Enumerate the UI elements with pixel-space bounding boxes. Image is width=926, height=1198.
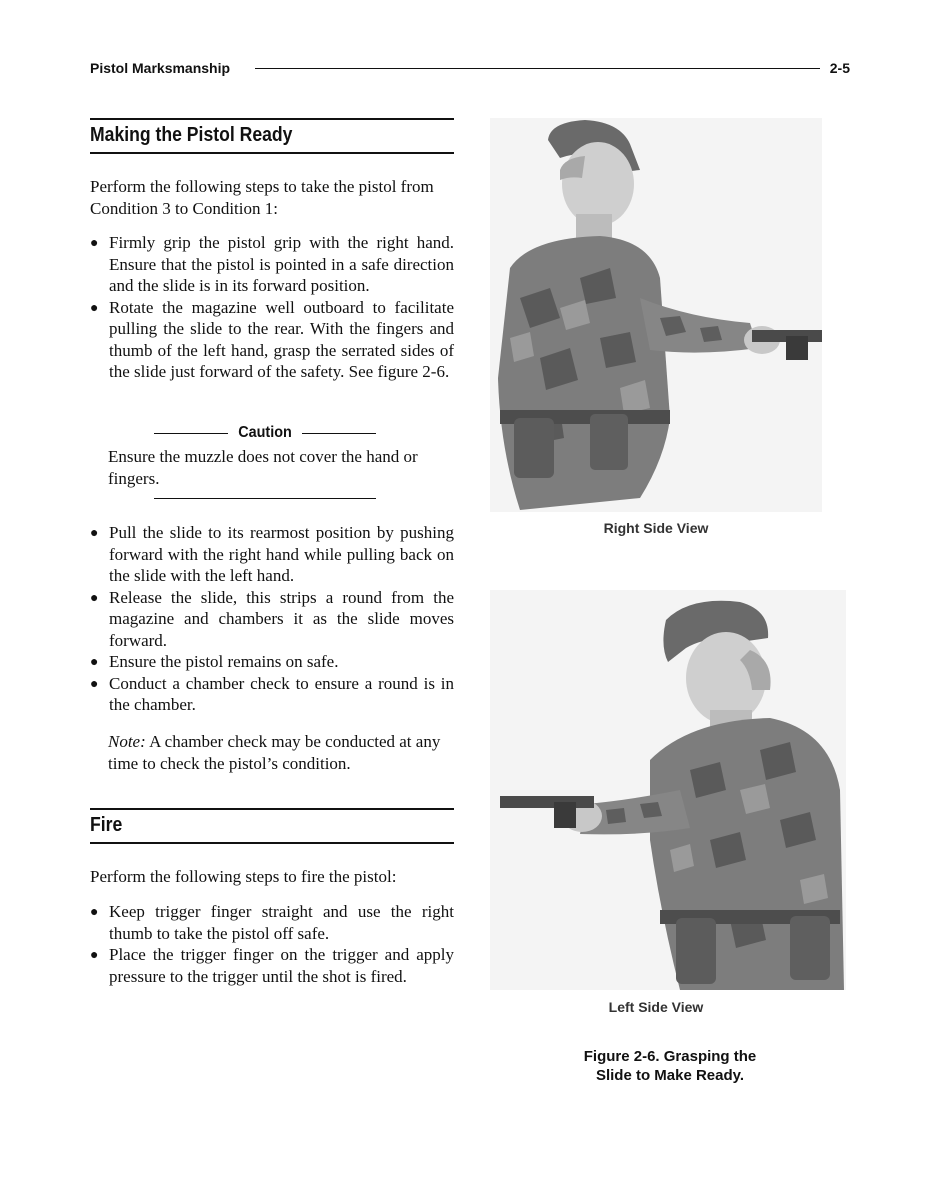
- section-heading-text: Making the Pistol Ready: [90, 124, 293, 146]
- photo-left-side-view: [490, 590, 846, 990]
- intro-paragraph: Perform the following steps to take the pistol from Condition 3 to Condition 1:: [90, 177, 434, 218]
- fire-intro-paragraph: Perform the following steps to fire the pistol:: [90, 867, 397, 886]
- list-item-text: Firmly grip the pistol grip with the right hand. Ensure that the pistol is pointed in a safe direction and the slide is in its forward position.: [109, 233, 454, 295]
- section-heading-text: Fire: [90, 814, 123, 836]
- note-text: A chamber check may be conducted at any time to check the pistol’s condition.: [108, 732, 441, 773]
- caution-title: [154, 422, 376, 444]
- list-item: [90, 522, 454, 587]
- list-item-text: Place the trigger finger on the trigger and apply pressure to the trigger until the shot is fired.: [109, 945, 454, 986]
- list-item-text: Conduct a chamber check to ensure a round is in the chamber.: [109, 673, 454, 714]
- list-item-text: Keep trigger finger straight and use the right thumb to take the pistol off safe.: [109, 902, 454, 943]
- bullet-icon: ●: [90, 526, 99, 541]
- figure-caption-line-1: Figure 2-6. Grasping the: [583, 1048, 757, 1065]
- bullet-icon: ●: [90, 676, 99, 692]
- bullet-list-fire: [90, 901, 454, 987]
- bullet-icon: ●: [90, 300, 99, 316]
- note-paragraph: [108, 731, 454, 774]
- list-item: [90, 651, 454, 673]
- page-number: 2-5: [826, 58, 850, 78]
- bullet-icon: ●: [90, 236, 99, 251]
- bullet-icon: ●: [90, 655, 99, 670]
- list-item-text: Pull the slide to its rearmost position by pushing forward with the right hand while pulling back on the slide with the left hand.: [109, 523, 454, 585]
- running-header: [90, 58, 850, 78]
- bullet-icon: ●: [90, 948, 99, 963]
- bullet-list-a: [90, 232, 454, 383]
- list-item: [90, 944, 454, 987]
- list-item: [90, 297, 454, 383]
- list-item-text: Release the slide, this strips a round from the magazine and chambers it as the slide moves forward.: [109, 587, 454, 650]
- note-label: Note:: [108, 732, 146, 751]
- figure-caption: [520, 1047, 820, 1085]
- section-heading-fire: [90, 808, 454, 844]
- chapter-title: Pistol Marksmanship: [90, 60, 231, 76]
- caution-text: Ensure the muzzle does not cover the hand or fingers.: [108, 447, 418, 488]
- list-item: [90, 673, 454, 716]
- bullet-list-b: [90, 522, 454, 716]
- list-item: [90, 232, 454, 297]
- figure-caption-line-2: Slide to Make Ready.: [595, 1067, 745, 1084]
- caution-bottom-rule: [154, 498, 376, 499]
- list-item: [90, 587, 454, 652]
- header-rule: [255, 68, 820, 69]
- caution-label: Caution: [238, 424, 292, 441]
- bullet-icon: ●: [90, 590, 99, 606]
- list-item-text: Rotate the magazine well outboard to facilitate pulling the slide to the rear. With the fingers and thumb of the left hand, grasp the serrated sides of the slide just forward of the safety. See figure 2-6.: [109, 297, 454, 381]
- photo-label-right: Right Side View: [603, 520, 709, 536]
- photo-right-side-view: [490, 118, 822, 512]
- list-item: [90, 901, 454, 944]
- caution-rule-right: [302, 433, 376, 434]
- photo-label-left: Left Side View: [608, 999, 704, 1015]
- section-heading-making-ready: [90, 118, 454, 154]
- soldier-right-side-illustration: [490, 118, 822, 512]
- soldier-left-side-illustration: [490, 590, 846, 990]
- list-item-text: Ensure the pistol remains on safe.: [109, 652, 339, 671]
- bullet-icon: ●: [90, 905, 99, 920]
